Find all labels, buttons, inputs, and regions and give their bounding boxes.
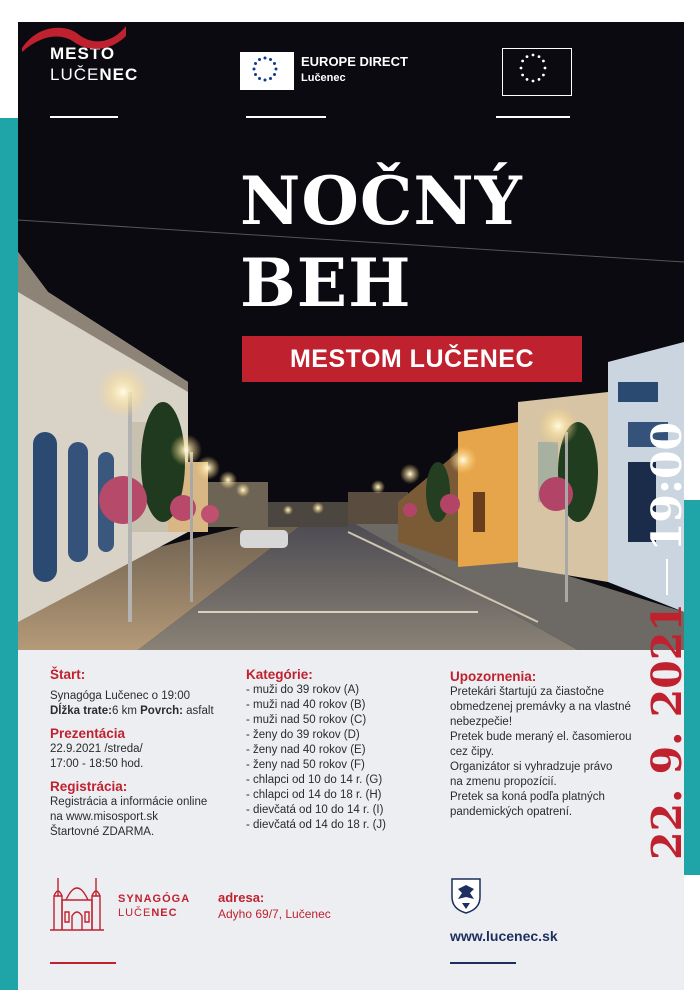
- start-details: Dĺžka trate:6 km Povrch: asfalt: [50, 705, 214, 717]
- lucenec-coat-of-arms-icon: [450, 877, 482, 915]
- category-item: - ženy do 39 rokov (D): [246, 729, 360, 741]
- registration-line1: Registrácia a informácie online: [50, 796, 208, 808]
- warning-line: na zmenu propozícií.: [450, 776, 557, 788]
- warning-line: Organizátor si vyhradzuje právo: [450, 761, 613, 773]
- synagogue-line1: SYNAGÓGA: [118, 893, 191, 905]
- warning-line: pandemických opatrení.: [450, 806, 573, 818]
- warning-line: Pretekári štartujú za čiastočne: [450, 686, 605, 698]
- presentation-heading: Prezentácia: [50, 726, 126, 741]
- poster-card: [18, 22, 684, 990]
- eu-flag-stars-icon: [503, 49, 563, 87]
- warning-line: obmedzenej premávky a na vlastné: [450, 701, 631, 713]
- tilde-mark-icon: [18, 22, 130, 52]
- categories-heading: Kategórie:: [246, 667, 313, 682]
- registration-heading: Registrácia:: [50, 779, 128, 794]
- category-item: - dievčatá od 10 do 14 r. (I): [246, 804, 384, 816]
- category-item: - muži nad 40 rokov (B): [246, 699, 366, 711]
- registration-line3: Štartovné ZDARMA.: [50, 826, 155, 838]
- category-item: - chlapci od 10 do 14 r. (G): [246, 774, 383, 786]
- event-time: 19:00: [643, 421, 691, 552]
- synagogue-logo-icon: [48, 872, 106, 932]
- info-column-start: [50, 666, 240, 840]
- start-place: Synagóga Lučenec o 19:00: [50, 690, 191, 702]
- warning-line: Pretek bude meraný el. časomierou: [450, 731, 632, 743]
- website-link[interactable]: www.lucenec.sk: [450, 928, 558, 944]
- footer-underline-right: [450, 962, 516, 964]
- event-date: 22. 9. 2021: [643, 603, 691, 860]
- header-underline-right: [496, 116, 570, 118]
- start-heading: Štart:: [50, 667, 86, 682]
- category-item: - muži nad 50 rokov (C): [246, 714, 367, 726]
- warning-line: Pretek sa koná podľa platných: [450, 791, 605, 803]
- subtitle-banner: MESTOM LUČENEC: [242, 336, 582, 382]
- date-time-separator: [666, 559, 668, 595]
- category-item: - chlapci od 14 do 18 r. (H): [246, 789, 382, 801]
- synagogue-logo-text: [118, 892, 190, 920]
- teal-side-band-left: [0, 118, 18, 990]
- title-line2: BEH: [240, 244, 412, 322]
- category-item: - ženy nad 40 rokov (E): [246, 744, 366, 756]
- category-item: - muži do 39 rokov (A): [246, 684, 360, 696]
- city-logo-line1: MESTO: [50, 44, 116, 63]
- europe-direct-city: Lučenec: [301, 72, 346, 84]
- synagogue-line2: LUČENEC: [118, 907, 178, 919]
- info-column-warnings: [450, 668, 650, 820]
- europe-direct-title: EUROPE DIRECT: [301, 54, 408, 69]
- eu-flag: [502, 48, 572, 96]
- presentation-time: 17:00 - 18:50 hod.: [50, 758, 144, 770]
- footer-underline-left: [50, 962, 116, 964]
- warning-line: cez čipy.: [450, 746, 494, 758]
- address-heading: adresa:: [218, 890, 265, 905]
- address-value: Adyho 69/7, Lučenec: [218, 907, 331, 921]
- header-underline-center: [246, 116, 326, 118]
- category-item: - dievčatá od 14 do 18 r. (J): [246, 819, 386, 831]
- registration-line2: na www.misosport.sk: [50, 811, 159, 823]
- presentation-date: 22.9.2021 /streda/: [50, 743, 143, 755]
- city-logo-line2: LUČENEC: [50, 65, 139, 84]
- address-block: [218, 890, 331, 922]
- warning-line: nebezpečie!: [450, 716, 513, 728]
- night-street-photo: [18, 22, 684, 650]
- europe-direct-flag: [240, 52, 294, 90]
- info-column-categories: [246, 666, 446, 833]
- header-underline-left: [50, 116, 118, 118]
- category-item: - ženy nad 50 rokov (F): [246, 759, 365, 771]
- vertical-date-banner: [643, 422, 691, 860]
- warnings-heading: Upozornenia:: [450, 669, 537, 684]
- europe-direct-text: [301, 54, 408, 84]
- title-line1: NOČNÝ: [240, 162, 523, 240]
- eu-stars-icon: [240, 52, 290, 86]
